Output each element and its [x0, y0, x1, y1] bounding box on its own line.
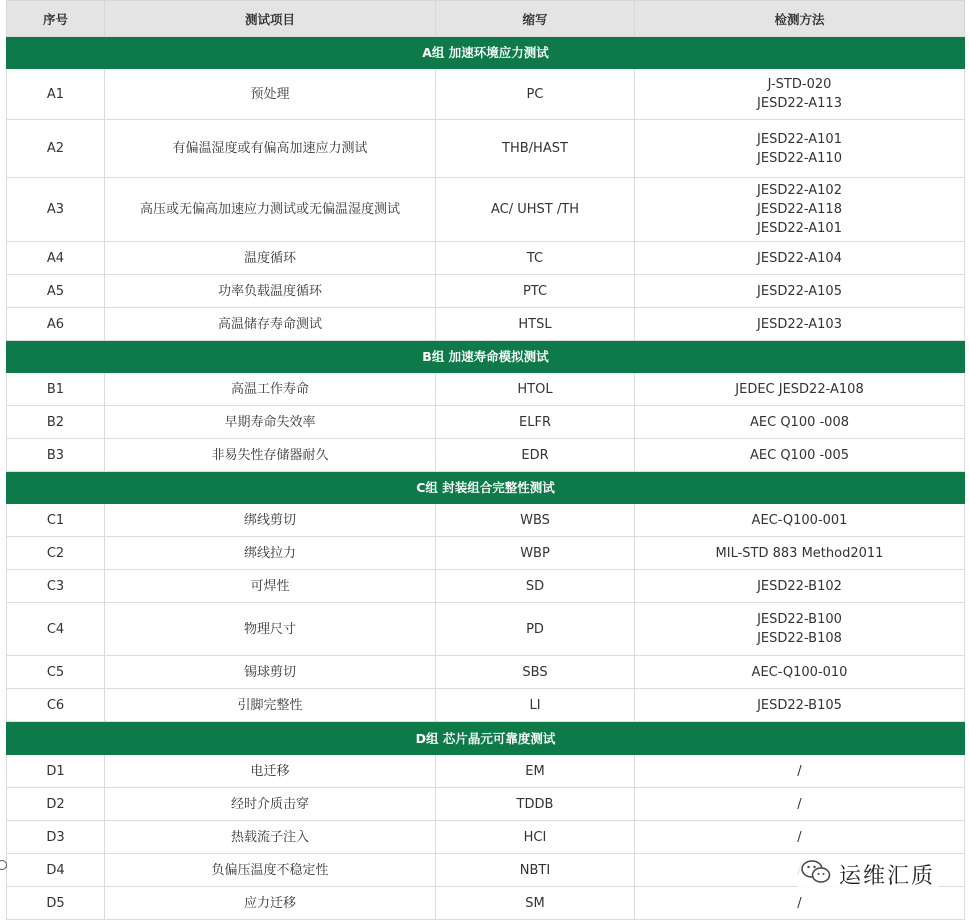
test-method	[635, 120, 965, 178]
row-index: A6	[7, 308, 105, 341]
test-item: 热载流子注入	[105, 821, 436, 854]
table-row	[7, 504, 965, 537]
test-method	[635, 570, 965, 603]
abbreviation: SD	[436, 570, 635, 603]
abbreviation: PD	[436, 603, 635, 656]
row-index: D2	[7, 788, 105, 821]
abbreviation: PC	[436, 69, 635, 120]
test-item: 电迁移	[105, 755, 436, 788]
test-method	[635, 439, 965, 472]
test-method-line: JESD22-A101	[757, 131, 842, 147]
row-index: A2	[7, 120, 105, 178]
row-index: D4	[7, 854, 105, 887]
table-row	[7, 242, 965, 275]
test-item: 有偏温湿度或有偏高加速应力测试	[105, 120, 436, 178]
test-method	[635, 788, 965, 821]
column-header-index: 序号	[7, 1, 105, 37]
test-method-line: /	[797, 829, 802, 845]
row-index: C5	[7, 656, 105, 689]
table-row	[7, 275, 965, 308]
row-index: B2	[7, 406, 105, 439]
abbreviation: NBTI	[436, 854, 635, 887]
row-index: A5	[7, 275, 105, 308]
table-row	[7, 755, 965, 788]
test-method-line: AEC-Q100-001	[751, 512, 848, 528]
row-index: C4	[7, 603, 105, 656]
table-row	[7, 178, 965, 242]
abbreviation: HTOL	[436, 373, 635, 406]
wechat-icon	[801, 859, 831, 889]
group-header-row	[7, 472, 965, 504]
row-index: C3	[7, 570, 105, 603]
table-row	[7, 821, 965, 854]
test-method	[635, 537, 965, 570]
test-method-line: AEC Q100 -005	[750, 447, 849, 463]
group-title: D组 芯片晶元可靠度测试	[7, 722, 965, 755]
abbreviation: SM	[436, 887, 635, 920]
row-index: B3	[7, 439, 105, 472]
column-header-abbreviation: 缩写	[436, 1, 635, 37]
test-item: 非易失性存储器耐久	[105, 439, 436, 472]
test-method	[635, 504, 965, 537]
test-item: 功率负载温度循环	[105, 275, 436, 308]
test-method	[635, 603, 965, 656]
table-row	[7, 406, 965, 439]
group-title: B组 加速寿命模拟测试	[7, 341, 965, 373]
row-index: A3	[7, 178, 105, 242]
test-method-line: J-STD-020	[767, 77, 832, 92]
abbreviation: TDDB	[436, 788, 635, 821]
abbreviation: LI	[436, 689, 635, 722]
watermark-text: 运维汇质	[838, 863, 935, 889]
test-method	[635, 656, 965, 689]
abbreviation: HCI	[436, 821, 635, 854]
test-method	[635, 755, 965, 788]
abbreviation: WBS	[436, 504, 635, 537]
test-item: 物理尺寸	[105, 603, 436, 656]
abbreviation: ELFR	[436, 406, 635, 439]
test-method	[635, 178, 965, 242]
test-item: 高温储存寿命测试	[105, 308, 436, 341]
abbreviation: EM	[436, 755, 635, 788]
test-method-line: JESD22-A104	[757, 250, 842, 266]
column-header-test-item: 测试项目	[105, 1, 436, 37]
test-method	[635, 821, 965, 854]
group-title: A组 加速环境应力测试	[7, 37, 965, 69]
reliability-test-table	[6, 0, 965, 920]
test-method	[635, 69, 965, 120]
column-header-test-method: 检测方法	[635, 1, 965, 37]
test-method	[635, 373, 965, 406]
test-item: 高温工作寿命	[105, 373, 436, 406]
table-row	[7, 373, 965, 406]
test-item: 引脚完整性	[105, 689, 436, 722]
test-item: 绑线拉力	[105, 537, 436, 570]
test-item: 经时介质击穿	[105, 788, 436, 821]
test-method-line: /	[797, 895, 802, 911]
test-item: 早期寿命失效率	[105, 406, 436, 439]
test-method-line: AEC Q100 -008	[750, 414, 849, 430]
table-row	[7, 603, 965, 656]
test-item: 可焊性	[105, 570, 436, 603]
table-row	[7, 69, 965, 120]
test-method-line: JESD22-A102	[757, 183, 842, 198]
test-method-line: JESD22-B108	[757, 631, 842, 646]
table-row	[7, 689, 965, 722]
table-row	[7, 537, 965, 570]
test-method-line: JESD22-B105	[757, 697, 842, 713]
abbreviation: AC/ UHST /TH	[436, 178, 635, 242]
table-header-row	[7, 1, 965, 37]
test-item: 温度循环	[105, 242, 436, 275]
table-row	[7, 570, 965, 603]
test-item: 负偏压温度不稳定性	[105, 854, 436, 887]
test-method	[635, 242, 965, 275]
test-item: 应力迁移	[105, 887, 436, 920]
test-item: 锡球剪切	[105, 656, 436, 689]
test-method-line: JESD22-B100	[757, 612, 842, 627]
row-index: D3	[7, 821, 105, 854]
row-index: C1	[7, 504, 105, 537]
row-index: A4	[7, 242, 105, 275]
table-row	[7, 788, 965, 821]
test-method-line: JESD22-A105	[757, 283, 842, 299]
test-method-line: AEC-Q100-010	[751, 664, 848, 680]
test-method-line: /	[797, 796, 802, 812]
abbreviation: SBS	[436, 656, 635, 689]
test-method-line: JESD22-A118	[757, 202, 842, 217]
test-method-line: MIL-STD 883 Method2011	[715, 545, 884, 561]
row-index: C2	[7, 537, 105, 570]
row-index: C6	[7, 689, 105, 722]
group-header-row	[7, 722, 965, 755]
test-method	[635, 406, 965, 439]
test-method	[635, 689, 965, 722]
row-index: D5	[7, 887, 105, 920]
group-title: C组 封装组合完整性测试	[7, 472, 965, 504]
row-index: B1	[7, 373, 105, 406]
watermark	[797, 856, 939, 892]
abbreviation: PTC	[436, 275, 635, 308]
test-method-line: JESD22-A103	[757, 316, 842, 332]
test-method	[635, 308, 965, 341]
test-method-line: JESD22-B102	[757, 578, 842, 594]
abbreviation: TC	[436, 242, 635, 275]
test-method-line: JESD22-A110	[757, 150, 842, 166]
table-row	[7, 656, 965, 689]
row-index: A1	[7, 69, 105, 120]
test-item: 预处理	[105, 69, 436, 120]
abbreviation: EDR	[436, 439, 635, 472]
test-item: 高压或无偏高加速应力测试或无偏温湿度测试	[105, 178, 436, 242]
test-method-line: JESD22-A113	[757, 96, 842, 111]
group-header-row	[7, 37, 965, 69]
abbreviation: WBP	[436, 537, 635, 570]
test-method	[635, 275, 965, 308]
abbreviation: THB/HAST	[436, 120, 635, 178]
test-item: 绑线剪切	[105, 504, 436, 537]
table-row	[7, 439, 965, 472]
test-method-line: JESD22-A101	[757, 221, 842, 236]
abbreviation: HTSL	[436, 308, 635, 341]
table-body	[7, 37, 965, 920]
row-index: D1	[7, 755, 105, 788]
table-row	[7, 120, 965, 178]
test-method-line: JEDEC JESD22-A108	[735, 381, 864, 397]
test-method-line: /	[797, 763, 802, 779]
group-header-row	[7, 341, 965, 373]
table-row	[7, 308, 965, 341]
